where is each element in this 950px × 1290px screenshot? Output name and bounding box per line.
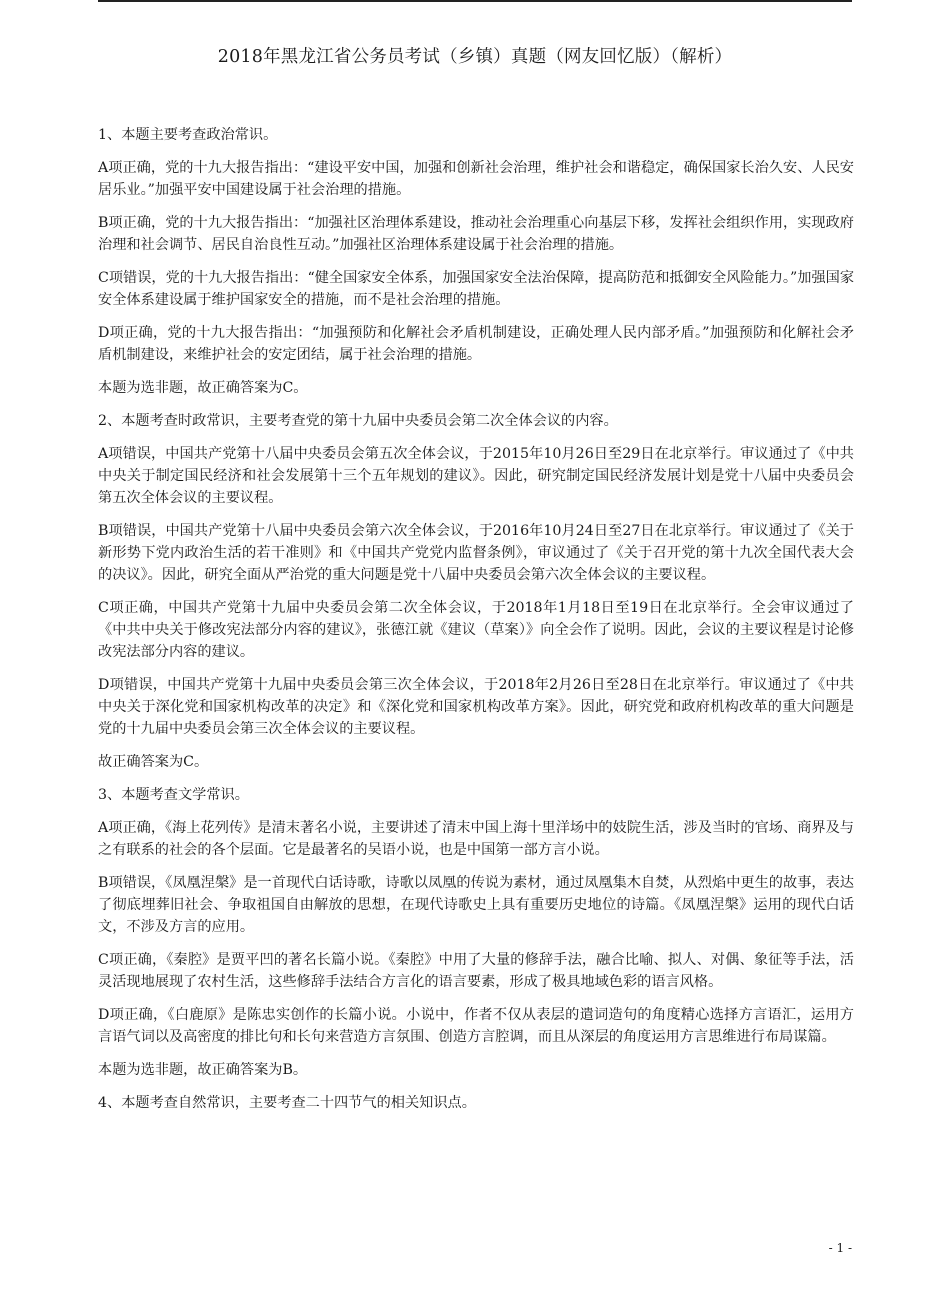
paragraph: 本题为选非题，故正确答案为C。 [98,380,308,396]
page-number: - 1 - [828,1241,852,1255]
paragraph: 1、本题主要考查政治常识。 [98,127,278,143]
paragraph: 4、本题考查自然常识，主要考查二十四节气的相关知识点。 [98,1095,476,1111]
page-title: 2018年黑龙江省公务员考试（乡镇）真题（网友回忆版）（解析） [217,47,733,67]
paragraph: D项错误，中国共产党第十九届中央委员会第三次全体会议，于2018年2月26日至28日在北京举行。审议通过了《中共中央关于深化党和国家机构改革的决定》和《深化党和国家机构改革方案》。因此，研究党和政府机构改革的重大问题是党的十九届中央委员会第三次全体会议的主要议程。 [98,677,854,737]
paragraph: 3、本题考查文学常识。 [98,787,249,803]
paragraph: A项正确，党的十九大报告指出：“建设平安中国，加强和创新社会治理，维护社会和谐稳定，确保国家长治久安、人民安居乐业。”加强平安中国建设属于社会治理的措施。 [98,160,854,198]
paragraph: C项正确，中国共产党第十九届中央委员会第二次全体会议，于2018年1月18日至19日在北京举行。全会审议通过了《中共中央关于修改宪法部分内容的建议》，张德江就《建议（草案）》向全会作了说明。因此，会议的主要议程是讨论修改宪法部分内容的建议。 [98,600,854,660]
paragraph: C项正确，《秦腔》是贾平凹的著名长篇小说。《秦腔》中用了大量的修辞手法，融合比喻、拟人、对偶、象征等手法，活灵活现地展现了农村生活，这些修辞手法结合方言化的语言要素，形成了极具地域色彩的语言风格。 [98,952,854,990]
paragraph: C项错误，党的十九大报告指出：“健全国家安全体系，加强国家安全法治保障，提高防范和抵御安全风险能力。”加强国家安全体系建设属于维护国家安全的措施，而不是社会治理的措施。 [98,270,855,308]
paragraph: B项错误，《凤凰涅槃》是一首现代白话诗歌，诗歌以凤凰的传说为素材，通过凤凰集木自焚，从烈焰中更生的故事，表达了彻底埋葬旧社会、争取祖国自由解放的思想，在现代诗歌史上具有重要历史地位的诗篇。《凤凰涅槃》运用的现代白话文，不涉及方言的应用。 [98,875,854,935]
paragraph: A项错误，中国共产党第十八届中央委员会第五次全体会议，于2015年10月26日至29日在北京举行。审议通过了《中共中央关于制定国民经济和社会发展第十三个五年规划的建议》。因此，研究制定国民经济发展计划是党十八届中央委员会第五次全体会议的主要议程。 [98,446,854,506]
paragraph: 故正确答案为C。 [98,754,209,770]
document-body [98,124,854,1125]
paragraph: B项错误，中国共产党第十八届中央委员会第六次全体会议，于2016年10月24日至27日在北京举行。审议通过了《关于新形势下党内政治生活的若干准则》和《中国共产党党内监督条例》，审议通过了《关于召开党的第十九次全国代表大会的决议》。因此，研究全面从严治党的重大问题是党十八届中央委员会第六次全体会议的主要议程。 [98,523,854,583]
header-rule [98,0,852,2]
paragraph: A项正确，《海上花列传》是清末著名小说，主要讲述了清末中国上海十里洋场中的妓院生活，涉及当时的官场、商界及与之有联系的社会的各个层面。它是最著名的吴语小说，也是中国第一部方言小说。 [98,820,854,858]
paragraph: D项正确，《白鹿原》是陈忠实创作的长篇小说。小说中，作者不仅从表层的遣词造句的角度精心选择方言语汇，运用方言语气词以及高密度的排比句和长句来营造方言氛围、创造方言腔调，而且从深层的角度运用方言思维进行布局谋篇。 [98,1007,854,1045]
paragraph: B项正确，党的十九大报告指出：“加强社区治理体系建设，推动社会治理重心向基层下移，发挥社会组织作用，实现政府治理和社会调节、居民自治良性互动。”加强社区治理体系建设属于社会治理的措施。 [98,215,854,253]
paragraph: 2、本题考查时政常识，主要考查党的第十九届中央委员会第二次全体会议的内容。 [98,413,618,429]
paragraph: D项正确，党的十九大报告指出：“加强预防和化解社会矛盾机制建设，正确处理人民内部矛盾。”加强预防和化解社会矛盾机制建设，来维护社会的安定团结，属于社会治理的措施。 [98,325,854,363]
paragraph: 本题为选非题，故正确答案为B。 [98,1062,308,1078]
